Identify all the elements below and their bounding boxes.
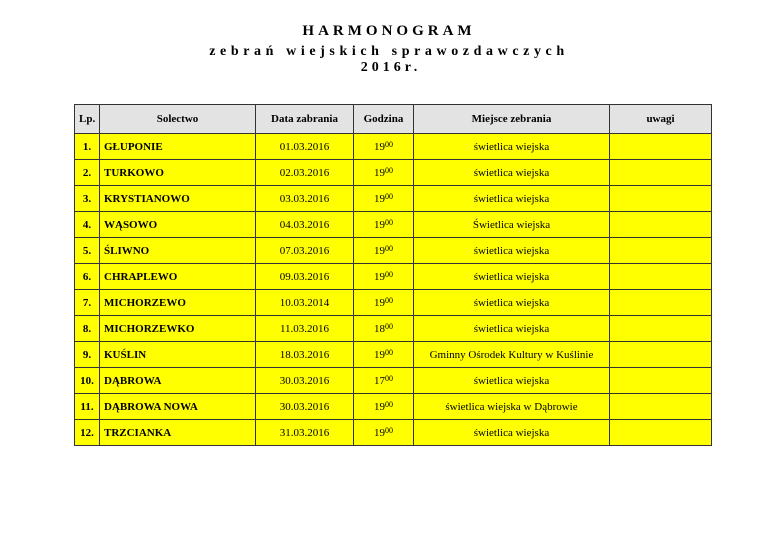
cell-solectwo: KRYSTIANOWO xyxy=(100,186,256,212)
table-row xyxy=(75,420,712,446)
time-minutes: 00 xyxy=(385,321,393,331)
cell-date: 03.03.2016 xyxy=(256,186,354,212)
cell-place: Gminny Ośrodek Kultury w Kuślinie xyxy=(414,342,610,368)
time-minutes: 00 xyxy=(385,243,393,253)
table-row xyxy=(75,290,712,316)
cell-notes xyxy=(610,342,712,368)
time-hour: 19 xyxy=(374,270,385,283)
time-hour: 19 xyxy=(374,426,385,439)
cell-notes xyxy=(610,290,712,316)
cell-place: świetlica wiejska xyxy=(414,160,610,186)
cell-notes xyxy=(610,368,712,394)
time-minutes: 00 xyxy=(385,399,393,409)
cell-place: świetlica wiejska xyxy=(414,420,610,446)
header-place: Miejsce zebrania xyxy=(414,105,610,134)
table-row xyxy=(75,316,712,342)
schedule-table xyxy=(74,104,712,446)
time-hour: 19 xyxy=(374,348,385,361)
cell-notes xyxy=(610,420,712,446)
header-notes: uwagi xyxy=(610,105,712,134)
time-minutes: 00 xyxy=(385,295,393,305)
document-title xyxy=(0,22,768,76)
cell-place: Świetlica wiejska xyxy=(414,212,610,238)
cell-date: 18.03.2016 xyxy=(256,342,354,368)
cell-solectwo: TRZCIANKA xyxy=(100,420,256,446)
title-line-2: zebrań wiejskich sprawozdawczych xyxy=(209,44,569,59)
cell-time xyxy=(354,134,414,160)
cell-place: świetlica wiejska xyxy=(414,186,610,212)
cell-place: świetlica wiejska xyxy=(414,368,610,394)
time-hour: 18 xyxy=(374,322,385,335)
cell-time xyxy=(354,186,414,212)
cell-lp: 1. xyxy=(75,134,100,160)
cell-place: świetlica wiejska xyxy=(414,290,610,316)
cell-lp: 4. xyxy=(75,212,100,238)
title-line-3: 2016r. xyxy=(360,60,422,75)
cell-lp: 10. xyxy=(75,368,100,394)
cell-date: 30.03.2016 xyxy=(256,394,354,420)
cell-solectwo: ŚLIWNO xyxy=(100,238,256,264)
table-row xyxy=(75,134,712,160)
time-hour: 19 xyxy=(374,244,385,257)
time-minutes: 00 xyxy=(385,217,393,227)
cell-time xyxy=(354,160,414,186)
time-minutes: 00 xyxy=(385,425,393,435)
time-minutes: 00 xyxy=(385,139,393,149)
cell-solectwo: TURKOWO xyxy=(100,160,256,186)
cell-place: świetlica wiejska xyxy=(414,134,610,160)
cell-time xyxy=(354,368,414,394)
cell-date: 04.03.2016 xyxy=(256,212,354,238)
cell-time xyxy=(354,420,414,446)
time-hour: 19 xyxy=(374,400,385,413)
table-row xyxy=(75,394,712,420)
time-hour: 19 xyxy=(374,218,385,231)
cell-solectwo: MICHORZEWO xyxy=(100,290,256,316)
cell-date: 02.03.2016 xyxy=(256,160,354,186)
cell-time xyxy=(354,316,414,342)
time-minutes: 00 xyxy=(385,347,393,357)
title-line-1: HARMONOGRAM xyxy=(302,23,476,39)
cell-notes xyxy=(610,316,712,342)
cell-date: 01.03.2016 xyxy=(256,134,354,160)
header-time: Godzina xyxy=(354,105,414,134)
cell-place: świetlica wiejska w Dąbrowie xyxy=(414,394,610,420)
table-row xyxy=(75,160,712,186)
table-header-row xyxy=(75,105,712,134)
time-hour: 19 xyxy=(374,140,385,153)
time-hour: 19 xyxy=(374,192,385,205)
cell-date: 31.03.2016 xyxy=(256,420,354,446)
cell-time xyxy=(354,290,414,316)
table-row xyxy=(75,238,712,264)
cell-solectwo: KUŚLIN xyxy=(100,342,256,368)
header-solectwo: Solectwo xyxy=(100,105,256,134)
cell-time xyxy=(354,342,414,368)
cell-time xyxy=(354,394,414,420)
cell-solectwo: MICHORZEWKO xyxy=(100,316,256,342)
cell-notes xyxy=(610,264,712,290)
cell-place: świetlica wiejska xyxy=(414,264,610,290)
cell-date: 09.03.2016 xyxy=(256,264,354,290)
cell-notes xyxy=(610,394,712,420)
cell-date: 07.03.2016 xyxy=(256,238,354,264)
cell-lp: 11. xyxy=(75,394,100,420)
cell-solectwo: GŁUPONIE xyxy=(100,134,256,160)
cell-lp: 12. xyxy=(75,420,100,446)
table-row xyxy=(75,212,712,238)
cell-notes xyxy=(610,212,712,238)
cell-notes xyxy=(610,134,712,160)
time-minutes: 00 xyxy=(385,191,393,201)
cell-time xyxy=(354,238,414,264)
cell-place: świetlica wiejska xyxy=(414,316,610,342)
cell-lp: 7. xyxy=(75,290,100,316)
cell-lp: 5. xyxy=(75,238,100,264)
cell-solectwo: WĄSOWO xyxy=(100,212,256,238)
cell-notes xyxy=(610,160,712,186)
cell-place: świetlica wiejska xyxy=(414,238,610,264)
table-row xyxy=(75,342,712,368)
cell-date: 10.03.2014 xyxy=(256,290,354,316)
cell-lp: 3. xyxy=(75,186,100,212)
header-date: Data zabrania xyxy=(256,105,354,134)
cell-date: 11.03.2016 xyxy=(256,316,354,342)
table-row xyxy=(75,368,712,394)
cell-lp: 8. xyxy=(75,316,100,342)
cell-solectwo: DĄBROWA xyxy=(100,368,256,394)
time-minutes: 00 xyxy=(385,165,393,175)
cell-solectwo: CHRAPLEWO xyxy=(100,264,256,290)
time-minutes: 00 xyxy=(385,373,393,383)
table-row xyxy=(75,186,712,212)
cell-lp: 6. xyxy=(75,264,100,290)
cell-notes xyxy=(610,186,712,212)
header-lp: Lp. xyxy=(75,105,100,134)
time-hour: 19 xyxy=(374,166,385,179)
cell-notes xyxy=(610,238,712,264)
cell-solectwo: DĄBROWA NOWA xyxy=(100,394,256,420)
time-hour: 19 xyxy=(374,296,385,309)
time-minutes: 00 xyxy=(385,269,393,279)
cell-date: 30.03.2016 xyxy=(256,368,354,394)
time-hour: 17 xyxy=(374,374,385,387)
cell-lp: 9. xyxy=(75,342,100,368)
table-row xyxy=(75,264,712,290)
cell-time xyxy=(354,264,414,290)
cell-lp: 2. xyxy=(75,160,100,186)
cell-time xyxy=(354,212,414,238)
